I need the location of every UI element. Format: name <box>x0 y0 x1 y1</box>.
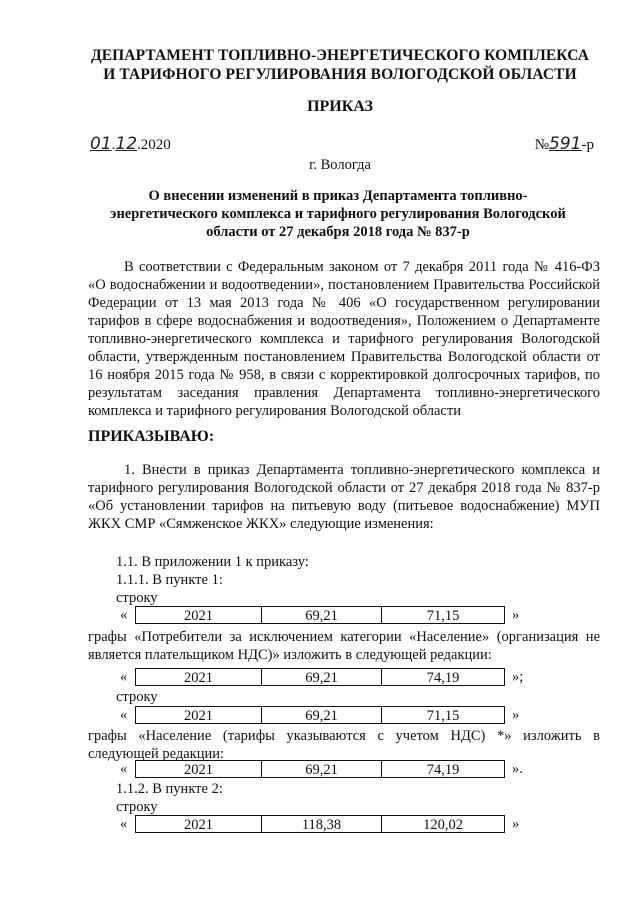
item-1-paragraph: 1. Внести в приказ Департамента топливно-энергетического комплекса и тарифного регулирования Вологодской области от 27 декабря 2018 года № 837-р «Об установлении тарифов на питьевую воду (питьевое водоснабжение) МУП ЖКХ СМР «Сямженское ЖКХ» следующие изменения: <box>88 462 600 532</box>
row-value2-cell: 120,02 <box>381 815 505 833</box>
item-1-1: 1.1. В приложении 1 к приказу: <box>116 554 309 570</box>
department-header <box>60 46 620 84</box>
row-value1-cell: 118,38 <box>261 815 382 833</box>
item-1-1-1: 1.1.1. В пункте 1: <box>116 572 223 588</box>
row-year-cell: 2021 <box>135 668 262 686</box>
row-value2-cell: 71,15 <box>381 606 505 624</box>
row-year-cell: 2021 <box>135 706 262 724</box>
row-close-quote: »; <box>512 669 524 685</box>
date-month: 12 <box>115 134 138 154</box>
row-close-quote: » <box>512 707 520 723</box>
order-subject: О внесении изменений в приказ Департамента топливно-энергетического комплекса и тарифного регулирования Вологодской области от 27 декабря 2018 года № 837-р <box>110 188 566 240</box>
row-year-cell: 2021 <box>135 760 262 778</box>
row-value2-cell: 74,19 <box>381 760 505 778</box>
item-1-1-2: 1.1.2. В пункте 2: <box>116 781 223 797</box>
row-open-quote: « <box>120 707 128 723</box>
row-year-cell: 2021 <box>135 815 262 833</box>
row-value1-cell: 69,21 <box>261 668 382 686</box>
grafy-2-paragraph: графы «Население (тарифы указываются с учетом НДС) *» изложить в следующей редакции: <box>88 728 600 762</box>
number-prefix: № <box>534 137 550 153</box>
row-value1-cell: 69,21 <box>261 706 382 724</box>
order-number <box>535 134 594 154</box>
preamble-paragraph: В соответствии с Федеральным законом от 7 декабря 2011 года № 416-ФЗ «О водоснабжении и водоотведении», постановлением Правительства Российской Федерации от 13 мая 2013 года № 406 «О государственном регулировании тарифов в сфере водоснабжения и водоотведения», Положением о Департаменте топливно-энергетического комплекса и тарифного регулирования Вологодской области, утвержденным постановлением Правительства Вологодской области от 16 ноября 2015 года № 958, в связи с корректировкой долгосрочных тарифов, по результатам заседания правления Департамента топливно-энергетического комплекса и тарифного регулирования Вологодской области <box>88 259 600 419</box>
stroku-label: строку <box>116 590 158 606</box>
row-value1-cell: 69,21 <box>261 760 382 778</box>
row-open-quote: « <box>120 761 128 777</box>
row-close-quote: » <box>512 816 520 832</box>
row-value2-cell: 74,19 <box>381 668 505 686</box>
stroku-label: строку <box>116 689 158 705</box>
header-line-2: И ТАРИФНОГО РЕГУЛИРОВАНИЯ ВОЛОГОДСКОЙ ОБЛАСТИ <box>103 66 577 83</box>
date-day: 01 <box>90 134 112 154</box>
order-date: 01.12.2020 <box>90 134 171 154</box>
grafy-1-paragraph: графы «Потребители за исключением категории «Население» (организация не является плательщиком НДС)» изложить в следующей редакции: <box>88 629 600 663</box>
row-open-quote: « <box>120 607 128 623</box>
number-value: 591 <box>549 134 582 154</box>
city: г. Вологда <box>309 157 371 173</box>
row-value1-cell: 69,21 <box>261 606 382 624</box>
date-year: .2020 <box>137 137 171 153</box>
stroku-label: строку <box>116 799 158 815</box>
order-word: ПРИКАЗЫВАЮ: <box>88 428 215 445</box>
document-type: ПРИКАЗ <box>307 98 373 115</box>
number-suffix: -р <box>581 137 594 153</box>
row-open-quote: « <box>120 816 128 832</box>
row-value2-cell: 71,15 <box>381 706 505 724</box>
row-close-quote: ». <box>512 761 523 777</box>
row-year-cell: 2021 <box>135 606 262 624</box>
row-close-quote: » <box>512 607 520 623</box>
row-open-quote: « <box>120 669 128 685</box>
header-line-1: ДЕПАРТАМЕНТ ТОПЛИВНО-ЭНЕРГЕТИЧЕСКОГО КОМПЛЕКСА <box>90 47 590 64</box>
